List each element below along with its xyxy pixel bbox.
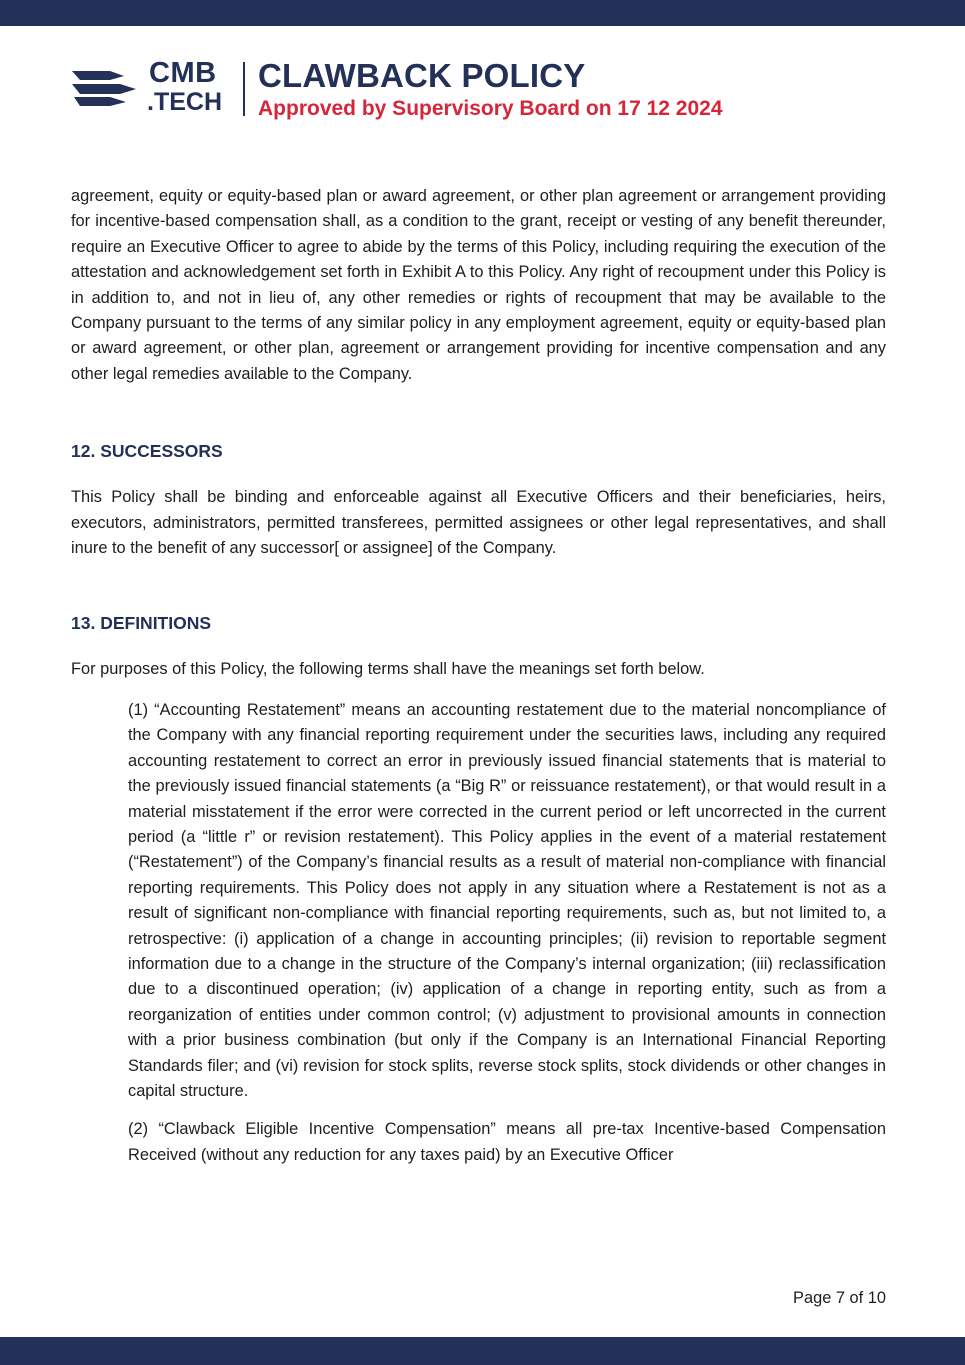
document-title: CLAWBACK POLICY bbox=[258, 57, 586, 94]
page-number: Page 7 of 10 bbox=[793, 1289, 886, 1307]
definition-accounting-restatement: (1) “Accounting Restatement” means an accounting restatement due to the material noncompliance of the Company with any financial reporting requirement under the securities laws, including any required accounting restatement to correct an error in previously issued financial statements that is material to the previously issued financial statements (a “Big R” or reissuance restatement), or that would result in a material misstatement if the error were corrected in the current period or left uncorrected in the current period (a “little r” or revision restatement). This Policy applies in the event of a material restatement (“Restatement”) of the Company’s financial results as a result of material non-compliance with financial reporting requirements. This Policy does not apply in any situation where a Restatement is not as a result of significant non-compliance with financial reporting requirements, such as, but not limited to, a retrospective: (i) application of a change in accounting principles; (ii) revision to reportable segment information due to a change in the structure of the Company’s internal organization; (iii) reclassification due to a discontinued operation; (iv) application of a change in reporting entity, such as from a reorganization of entities under common control; (v) adjustment to provisional amounts in connection with a prior business combination (but only if the Company is an International Financial Reporting Standards filer; and (vi) revision for stock splits, reverse stock splits, stock dividends or other changes in capital structure. bbox=[128, 700, 886, 1100]
definition-clawback-eligible-compensation: (2) “Clawback Eligible Incentive Compensation” means all pre-tax Incentive-based Compensation Received (without any reduction for any taxes paid) by an Executive Officer bbox=[128, 1120, 886, 1164]
approval-subtitle: Approved by Supervisory Board on 17 12 2024 bbox=[258, 97, 723, 120]
header-divider bbox=[243, 62, 245, 116]
logo-wave-icon bbox=[70, 62, 140, 110]
top-color-band bbox=[0, 0, 965, 26]
successors-paragraph: This Policy shall be binding and enforceable against all Executive Officers and their beneficiaries, heirs, executors, administrators, permitted transferees, permitted assignees or other legal representatives, and shall inure to the benefit of any successor[ or assignee] of the Company. bbox=[71, 488, 886, 558]
section-heading-definitions: 13. DEFINITIONS bbox=[71, 613, 212, 634]
logo-text-tech: .TECH bbox=[147, 88, 222, 116]
section-heading-successors: 12. SUCCESSORS bbox=[71, 441, 223, 462]
intro-paragraph: agreement, equity or equity-based plan or award agreement, or other plan agreement or arrangement providing for incentive-based compensation shall, as a condition to the grant, receipt or vesting of any benefit thereunder, require an Executive Officer to agree to abide by the terms of this Policy, including requiring the execution of the attestation and acknowledgement set forth in Exhibit A to this Policy. Any right of recoupment under this Policy is in addition to, and not in lieu of, any other remedies or rights of recoupment that may be available to the Company pursuant to the terms of any similar policy in any employment agreement, equity or equity-based plan or award agreement, or other plan, agreement or arrangement providing for incentive compensation and any other legal remedies available to the Company. bbox=[71, 187, 886, 383]
document-body bbox=[71, 184, 886, 1168]
logo-text-cmb: CMB bbox=[149, 57, 217, 89]
definitions-intro: For purposes of this Policy, the following terms shall have the meanings set forth below. bbox=[71, 660, 705, 679]
bottom-color-band bbox=[0, 1337, 965, 1365]
